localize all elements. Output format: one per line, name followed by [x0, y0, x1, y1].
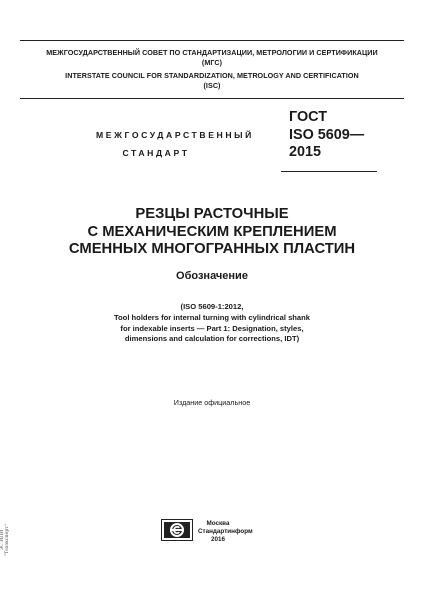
gost-designation-line2: ISO 5609— [289, 126, 365, 143]
standard-type-line2: СТАНДАРТ [122, 148, 190, 158]
standartinform-logo-icon [161, 519, 193, 541]
edition-label: Издание официальное [173, 398, 251, 407]
council-en [20, 71, 404, 91]
gost-designation-line1: ГОСТ [289, 109, 327, 125]
gost-designation [289, 109, 364, 162]
publisher-name: Стандартинформ [198, 528, 253, 535]
document-title [30, 206, 394, 259]
header-divider [20, 98, 404, 99]
standard-type [96, 126, 254, 162]
iso-reference-line3: for indexable inserts — Part 1: Designation, styles, [120, 323, 304, 333]
council-ru-abbr: (МГС) [201, 58, 223, 68]
document-subtitle: Обозначение [176, 270, 248, 282]
publisher-block [198, 520, 253, 544]
designation-divider [281, 171, 377, 172]
side-stamp: ЭС ИПИ "Техэксперт" [0, 524, 10, 556]
iso-reference [30, 302, 394, 345]
iso-reference-line1: (ISO 5609-1:2012, [180, 302, 244, 311]
title-line2: С МЕХАНИЧЕСКИМ КРЕПЛЕНИЕМ [87, 223, 337, 240]
iso-reference-line2: Tool holders for internal turning with cylindrical shank [113, 312, 311, 322]
council-en-name: INTERSTATE COUNCIL FOR STANDARDIZATION, METROLOGY AND CERTIFICATION [65, 71, 359, 80]
council-ru-name: МЕЖГОСУДАРСТВЕННЫЙ СОВЕТ ПО СТАНДАРТИЗАЦИИ, МЕТРОЛОГИИ И СЕРТИФИКАЦИИ [46, 48, 378, 57]
title-line1: РЕЗЦЫ РАСТОЧНЫЕ [135, 206, 289, 222]
gost-designation-line3: 2015 [289, 144, 322, 160]
council-ru [20, 48, 404, 68]
iso-reference-line4: dimensions and calculation for corrections, IDT) [124, 334, 300, 344]
title-line3: СМЕННЫХ МНОГОГРАННЫХ ПЛАСТИН [68, 241, 356, 258]
standard-type-line1: МЕЖГОСУДАРСТВЕННЫЙ [96, 130, 254, 140]
council-en-abbr: (ISC) [203, 81, 221, 91]
publisher-city: Москва [206, 520, 230, 527]
top-divider [20, 40, 404, 41]
publisher-year: 2016 [210, 536, 225, 543]
